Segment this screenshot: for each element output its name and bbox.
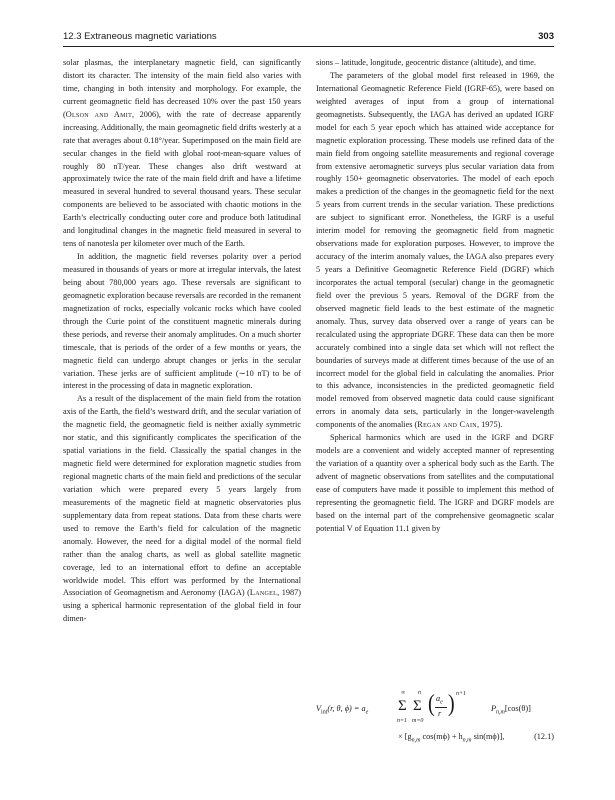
running-header (63, 31, 554, 45)
equation-lhs: $V_{int}(r$, θ, $\phi) = a_e$ (316, 704, 369, 716)
left-column (63, 57, 301, 626)
fraction-numerator: $a_e$ (436, 694, 443, 706)
equation-second-line: × [$g_{n,m}$ $\cos(m\phi) + h_{n,m}$ sin(mϕ)], (398, 732, 505, 744)
citation: Langel (249, 588, 278, 598)
legendre-term: $P_{n,m}[\cos(\theta)]$ (491, 704, 531, 716)
sum-upper-limit: n (418, 690, 421, 696)
summation-sign: Σ (413, 698, 422, 714)
paragraph: sions – latitude, longitude, geocentric distance (altitude), and time. (316, 58, 536, 67)
right-column (316, 57, 554, 536)
equation-12-1 (316, 688, 554, 748)
paragraph: The parameters of the global model first released in 1969, the International Geomagnetic Reference Field (IGRF-65), were based on weighted averages of input from a group of international geomagnetists. Subsequently, the IAGA has derived an updated IGRF model for each 5 year epoch which has attained wide acceptance for magnetic exploration processing. These models use refined data of the main field from ongoing satellite measurements and regional coverage from extensive aeromagnetic surveys plus secular variation data from roughly 150+ geomagnetic observatories. The model of each epoch makes a prediction of the changes in the geomagnetic field for the next 5 years from current trends in the secular variation. These predictions are subject to significant error. Nonetheless, the IGRF is a useful interim model for removing the geomagnetic field from magnetic observations made for exploration purposes. However, to improve the accuracy of the interim anomaly values, the IAGA also prepares every 5 years a Definitive Geomagnetic Reference Field (DGRF) which incorporates the actual temporal (secular) change in the geomagnetic field over the previous 5 years. Removal of the DGRF from the observed magnetic field leads to the best estimate of the magnetic anomaly. Thus, survey data observed over a range of years can be recalculated using the appropriate DGRF. These data can then be more accurately combined into a single data set which will not reflect the boundaries of surveys made at different times because of the use of an incorrect model for the global field in calculating the anomalies. Prior to this advance, inconsistencies in the predicted geomagnetic field model removed from observed magnetic data could cause significant errors in anomaly data sets, particularly in the longer-wavelength components of the anomalies (Regan and Cain, 1975). (316, 70, 554, 430)
exponent: n+1 (456, 691, 467, 697)
summation-sign: Σ (398, 698, 407, 714)
paren-close: ) (448, 690, 455, 718)
fraction-bar (435, 707, 447, 708)
citation: Regan and Cain (417, 420, 477, 430)
paragraph: Spherical harmonics which are used in the IGRF and DGRF models are a convenient and widely accepted manner of representing the variation of a quantity over a spherical body such as the Earth. The advent of magnetic observations from satellites and the computational ease of computers have made it possible to implement this method of representing the geomagnetic field. The IGRF and DGRF models are based on the internal part of the comprehensive geomagnetic scalar potential V of Equation 11.1 given by (316, 433, 554, 533)
equation-number: (12.1) (534, 732, 554, 741)
paren-open: ( (428, 690, 435, 718)
section-title: 12.3 Extraneous magnetic variations (63, 31, 217, 42)
paragraph: solar plasmas, the interplanetary magnetic field, can significantly distort its character. The intensity of the main field also varies with time, changing in both intensity and morphology. For example, the current geomagnetic field has decreased 10% over the past 150 years (Olson and Amit, 2006), with the rate of decrease apparently increasing. Additionally, the main geomagnetic field drifts westerly at a rate that averages about 0.18°/year. Superimposed on the main field are secular changes in the field with global root-mean-square values of roughly 80 nT/year. These changes also drift westward at approximately twice the rate of the main field drift and have a lifetime measured in several hundred to several thousand years. These secular components are believed to be associated with chaotic motions in the Earth’s electrically conducting outer core and produce both latitudinal and longitudinal changes in the magnetic field measured in several to tens of nanotesla per kilometer over much of the Earth. (63, 58, 301, 249)
sum-upper-limit: ∞ (401, 690, 406, 696)
page-number: 303 (538, 31, 554, 42)
sum-lower-limit: m=0 (412, 718, 424, 724)
paragraph: In addition, the magnetic field reverses polarity over a period measured in thousands of years or more at irregular intervals, the latest being about 780,000 years ago. These reversals are significant to geomagnetic exploration because reversals are recorded in the remanent magnetization of rocks, especially volcanic rocks which have cooled through the Curie point of the constituent magnetic minerals during these periods, and reverse their anomaly amplitudes. On a much shorter timescale, that is periods of the order of a few months or years, the magnetic field can undergo abrupt changes or jerks in the secular variation. These jerks are of sufficient amplitude (∼10 nT) to be of interest in the processing of data in magnetic exploration. (63, 252, 301, 391)
fraction-denominator: r (438, 709, 442, 718)
sum-lower-limit: n=1 (397, 718, 408, 724)
citation: Olson and Amit (65, 109, 133, 119)
header-rule (63, 46, 554, 47)
paragraph: As a result of the displacement of the main field from the rotation axis of the Earth, the field’s westward drift, and the secular variation of the magnetic field, the geomagnetic field is neither axially symmetric nor static, and this significantly complicates the specification of the spatial variations in the field. Classically the spatial changes in the magnetic field were determined for exploration magnetic studies from regional magnetic charts of the main field and predictions of the secular variation which were prepared every 5 years largely from measurements of the magnetic field at magnetic observatories plus supplementary data from repeat stations. Data from these charts were used to remove the Earth’s field for calculation of the magnetic anomaly. However, the need for a digital model of the normal field rather than the analog charts, as well as global satellite magnetic coverage, led to an international effort to define an acceptable worldwide model. This effort was performed by the International Association of Geomagnetism and Aeronomy (IAGA) (Langel, 1987) using a spherical harmonic representation of the global field in four dimen- (63, 394, 301, 624)
